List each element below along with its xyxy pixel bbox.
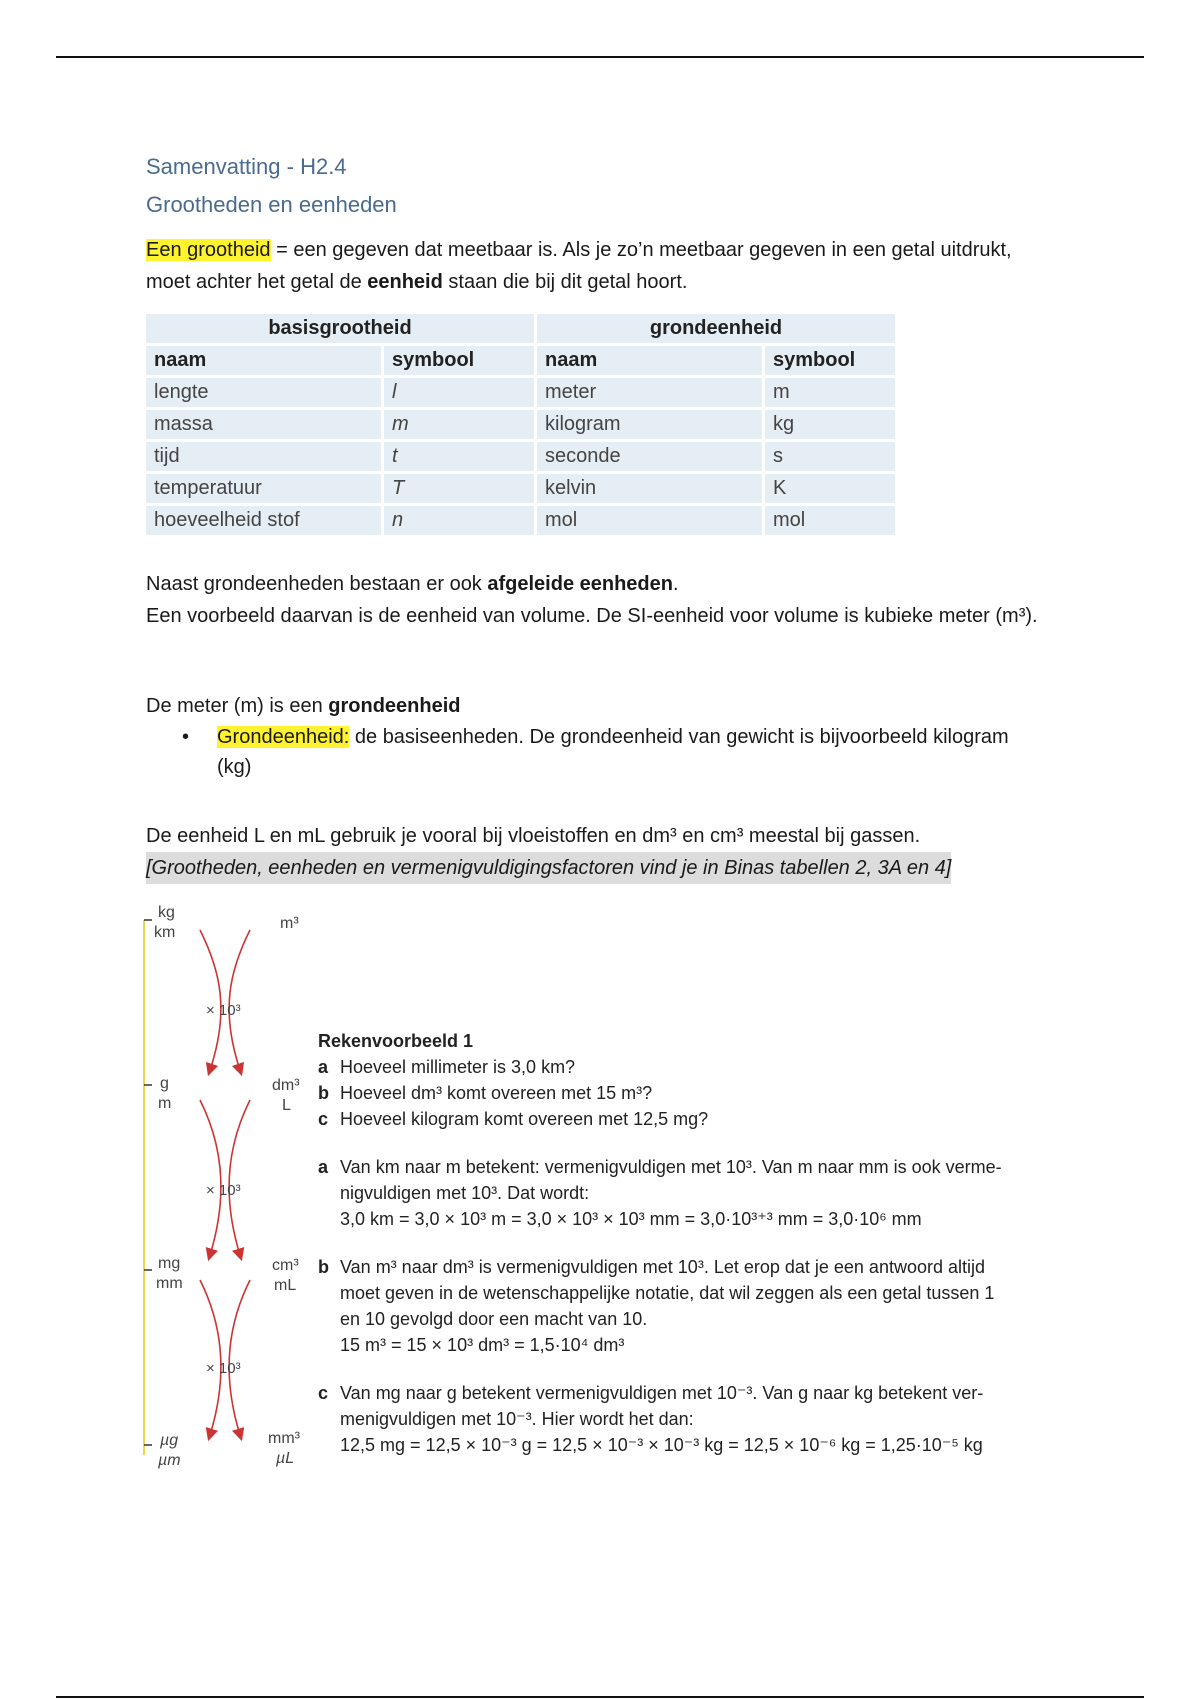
unit-label: mL <box>274 1277 297 1294</box>
question-c: c Hoeveel kilogram komt overeen met 12,5 mg? <box>318 1109 709 1129</box>
table-row: hoeveelheid stof n mol mol <box>146 506 895 535</box>
unit-label: g <box>160 1075 169 1092</box>
unit-label: km <box>154 924 176 941</box>
conversion-arrows-2 <box>200 1100 250 1255</box>
page-subtitle: Grootheden en eenheden <box>146 192 397 217</box>
table-group-header: basisgrootheid <box>146 314 534 343</box>
conversion-arrows-3 <box>200 1280 250 1435</box>
unit-label: µm <box>158 1452 181 1469</box>
unit-label: m³ <box>280 915 299 932</box>
units-table-wrap <box>146 311 1046 538</box>
answer-b: b Van m³ naar dm³ is vermenigvuldigen met 10³. Let erop dat je een antwoord altijd moet geven in de wetenschappelijke notatie, dat wil zeggen als een getal tussen 1 en 10 gevolgd door een macht van 10. 15 m³ = 15 × 10³ dm³ = 1,5·10⁴ dm³ <box>318 1257 995 1355</box>
unit-label: mg <box>158 1255 181 1272</box>
example-block <box>318 1028 1018 1458</box>
factor-label: × 10³ <box>206 1360 241 1377</box>
column-header: naam <box>537 346 762 375</box>
term-highlight: Een grootheid <box>146 239 271 261</box>
liquids-paragraph: De eenheid L en mL gebruik je vooral bij vloeistoffen en dm³ en cm³ meestal bij gassen. [Grootheden, eenheden en vermenigvuldigingsfactoren vind je in Binas tabellen 2, 3A en 4] <box>146 820 1046 884</box>
unit-label: kg <box>158 904 175 921</box>
meter-paragraph: De meter (m) is een grondeenheid • Grondeenheid: de basiseenheden. De grondeenheid van gewicht is bijvoorbeeld kilogram (kg) <box>146 690 1046 782</box>
bullet-icon: • <box>182 726 190 748</box>
bullet-list <box>146 722 1046 782</box>
unit-label: dm³ <box>272 1077 300 1094</box>
top-rule <box>56 56 1144 58</box>
page-heading <box>146 148 1046 224</box>
unit-label: mm³ <box>268 1430 300 1447</box>
column-header: naam <box>146 346 381 375</box>
column-header: symbool <box>384 346 534 375</box>
table-row: temperatuur T kelvin K <box>146 474 895 503</box>
question-a: a Hoeveel millimeter is 3,0 km? <box>318 1057 576 1077</box>
intro-paragraph: Een grootheid = een gegeven dat meetbaar is. Als je zo’n meetbaar gegeven in een getal uitdrukt, moet achter het getal de eenheid staan die bij dit getal hoort. <box>146 239 1012 293</box>
unit-label: L <box>282 1097 291 1114</box>
unit-label: mm <box>156 1275 183 1292</box>
units-table <box>143 311 898 538</box>
conversion-arrows-1 <box>200 930 250 1070</box>
example-title: Rekenvoorbeeld 1 <box>318 1031 474 1051</box>
binas-note: [Grootheden, eenheden en vermenigvuldigingsfactoren vind je in Binas tabellen 2, 3A en 4] <box>146 852 951 884</box>
unit-label: µg <box>160 1432 179 1449</box>
factor-label: × 10³ <box>206 1182 241 1199</box>
unit-label: m <box>158 1095 172 1112</box>
table-row: tijd t seconde s <box>146 442 895 471</box>
table-row: lengte l meter m <box>146 378 895 407</box>
factor-label: × 10³ <box>206 1002 241 1019</box>
page-title: Samenvatting - H2.4 <box>146 154 347 179</box>
answer-c: c Van mg naar g betekent vermenigvuldigen met 10⁻³. Van g naar kg betekent ver- menigvuldigen met 10⁻³. Hier wordt het dan: 12,5 mg = 12,5 × 10⁻³ g = 12,5 × 10⁻³ × 10⁻³ kg = 12,5 × 10⁻⁶ kg = 1,25·10⁻⁵ kg <box>318 1383 984 1455</box>
unit-label: cm³ <box>272 1257 299 1274</box>
list-item: • Grondeenheid: de basiseenheden. De grondeenheid van gewicht is bijvoorbeeld kilogram (kg) <box>217 722 1046 782</box>
derived-units-paragraph: Naast grondeenheden bestaan er ook afgeleide eenheden. Een voorbeeld daarvan is de eenheid van volume. De SI-eenheid voor volume is kubieke meter (m³). <box>146 573 1038 627</box>
unit-label: µL <box>276 1450 295 1467</box>
table-group-header: grondeenheid <box>537 314 895 343</box>
conversion-diagram <box>140 890 340 1480</box>
bottom-rule <box>56 1696 1144 1698</box>
table-row: massa m kilogram kg <box>146 410 895 439</box>
column-header: symbool <box>765 346 895 375</box>
question-b: b Hoeveel dm³ komt overeen met 15 m³? <box>318 1083 653 1103</box>
answer-a: a Van km naar m betekent: vermenigvuldigen met 10³. Van m naar mm is ook verme- nigvuldigen met 10³. Dat wordt: 3,0 km = 3,0 × 10³ m = 3,0 × 10³ × 10³ mm = 3,0·10³⁺³ mm = 3,0·10⁶ mm <box>318 1157 1002 1229</box>
